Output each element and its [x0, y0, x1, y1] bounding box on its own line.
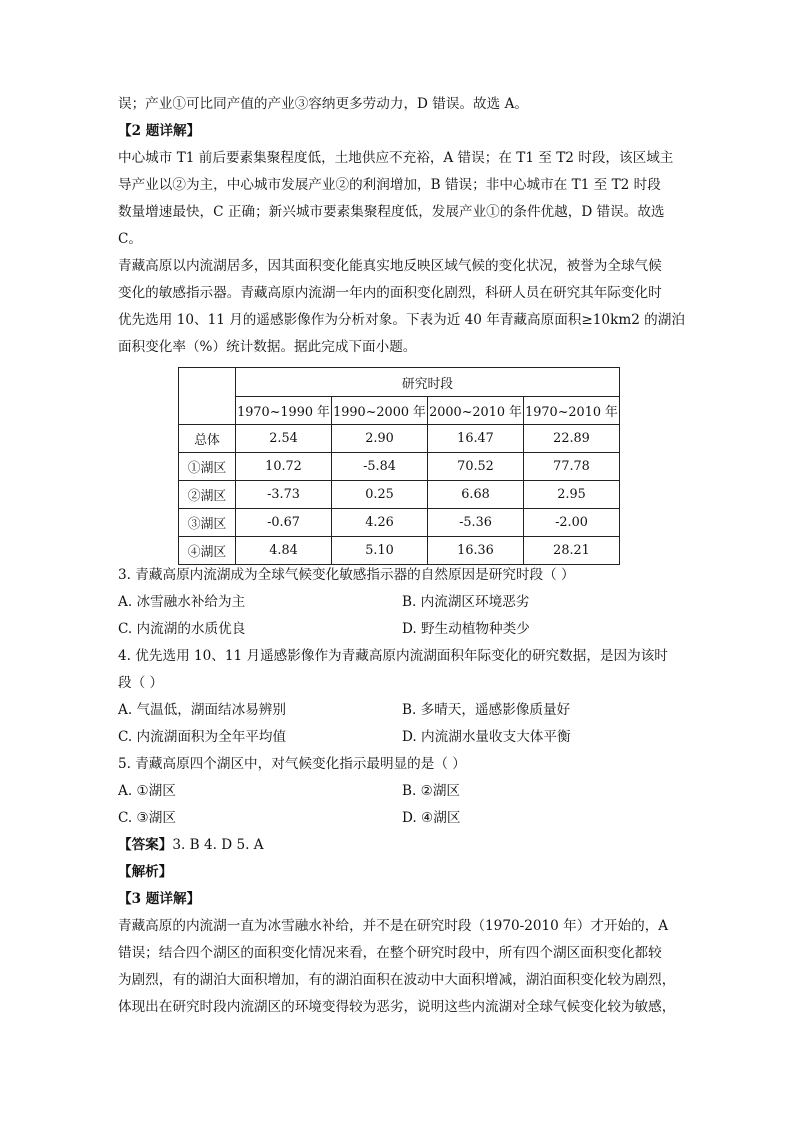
- table-group-header: 研究时段: [236, 368, 620, 397]
- table-cell: 4.84: [236, 537, 332, 565]
- table-cell: 70.52: [428, 453, 524, 481]
- option-b: B. ②湖区: [402, 783, 461, 799]
- table-cell: 5.10: [332, 537, 428, 565]
- row-label: ④湖区: [179, 537, 236, 565]
- table-row: [179, 481, 620, 509]
- option-b: B. 内流湖区环境恶劣: [402, 594, 530, 610]
- table-cell: 16.36: [428, 537, 524, 565]
- option-c: C. 内流湖面积为全年平均值: [118, 729, 287, 745]
- text-line: 错误；结合四个湖区的面积变化情况来看，在整个研究时段中，所有四个湖区面积变化都较: [118, 945, 662, 961]
- option-d: D. 野生动植物种类少: [402, 621, 530, 637]
- table-cell: -5.84: [332, 453, 428, 481]
- table-cell: -2.00: [524, 509, 620, 537]
- answer-line: [118, 835, 264, 855]
- option-d: D. 内流湖水量收支大体平衡: [402, 729, 571, 745]
- table-cell: 2.90: [332, 425, 428, 453]
- table-cell: 28.21: [524, 537, 620, 565]
- table-row: [179, 425, 620, 453]
- section-heading: 【2 题详解】: [118, 123, 201, 139]
- table-cell: -0.67: [236, 509, 332, 537]
- question-4-stem: 4. 优先选用 10、11 月遥感影像作为青藏高原内流湖面积年际变化的研究数据，是因为该时: [118, 648, 668, 664]
- option-a: A. ①湖区: [118, 783, 176, 799]
- row-label: 总体: [179, 425, 236, 453]
- table-cell: 2.95: [524, 481, 620, 509]
- text-line: 为剧烈，有的湖泊大面积增加，有的湖泊面积在波动中大面积增减，湖泊面积变化较为剧烈，: [118, 972, 676, 988]
- question-3-stem: 3. 青藏高原内流湖成为全球气候变化敏感指示器的自然原因是研究时段（ ）: [118, 567, 575, 583]
- table-cell: 0.25: [332, 481, 428, 509]
- row-label: ②湖区: [179, 481, 236, 509]
- table-cell: 77.78: [524, 453, 620, 481]
- text-line: 体现出在研究时段内流湖区的环境变得较为恶劣，说明这些内流湖对全球气候变化较为敏感，: [118, 999, 676, 1015]
- text-line: 优先选用 10、11 月的遥感影像作为分析对象。下表为近 40 年青藏高原面积≥10km2 的湖泊: [118, 312, 685, 328]
- option-c: C. 内流湖的水质优良: [118, 621, 246, 637]
- text-line: 中心城市 T1 前后要素集聚程度低，土地供应不充裕，A 错误；在 T1 至 T2 时段，该区域主: [118, 150, 674, 166]
- answer-text: 3. B 4. D 5. A: [172, 837, 264, 853]
- lake-area-change-table: [178, 367, 620, 565]
- table-cell: 16.47: [428, 425, 524, 453]
- table-cell: 6.68: [428, 481, 524, 509]
- text-line: 青藏高原以内流湖居多，因其面积变化能真实地反映区域气候的变化状况，被誉为全球气候: [118, 258, 662, 274]
- table-corner-cell: [179, 368, 236, 425]
- section-heading: 【3 题详解】: [118, 891, 201, 907]
- table-column-header: 1970~1990 年: [236, 397, 332, 425]
- text-line: 青藏高原的内流湖一直为冰雪融水补给，并不是在研究时段（1970-2010 年）才开始的，A: [118, 918, 669, 934]
- table-cell: 2.54: [236, 425, 332, 453]
- table-cell: -5.36: [428, 509, 524, 537]
- table-row: [179, 509, 620, 537]
- question-4-stem-cont: 段（ ）: [118, 675, 164, 691]
- table-column-header: 1970~2010 年: [524, 397, 620, 425]
- row-label: ③湖区: [179, 509, 236, 537]
- row-label: ①湖区: [179, 453, 236, 481]
- option-d: D. ④湖区: [402, 810, 461, 826]
- option-c: C. ③湖区: [118, 810, 176, 826]
- table-cell: 4.26: [332, 509, 428, 537]
- question-5-stem: 5. 青藏高原四个湖区中，对气候变化指示最明显的是（ ）: [118, 756, 466, 772]
- table-cell: 10.72: [236, 453, 332, 481]
- table-cell: -3.73: [236, 481, 332, 509]
- table-row: [179, 537, 620, 565]
- analysis-label: 【解析】: [118, 864, 173, 880]
- table-column-header: 2000~2010 年: [428, 397, 524, 425]
- text-line: 数量增速最快，C 正确；新兴城市要素集聚程度低，发展产业①的条件优越，D 错误。故选: [118, 204, 665, 220]
- text-line: 导产业以②为主，中心城市发展产业②的利润增加，B 错误；非中心城市在 T1 至 T2 时段: [118, 177, 661, 193]
- option-a: A. 气温低，湖面结冰易辨别: [118, 702, 286, 718]
- text-line: 变化的敏感指示器。青藏高原内流湖一年内的面积变化剧烈，科研人员在研究其年际变化时: [118, 285, 662, 301]
- text-line: C。: [118, 231, 142, 247]
- answer-label: 【答案】: [118, 837, 173, 853]
- text-line: 误；产业①可比同产值的产业③容纳更多劳动力，D 错误。故选 A。: [118, 96, 528, 112]
- text-line: 面积变化率（%）统计数据。据此完成下面小题。: [118, 339, 417, 355]
- table-row: [179, 453, 620, 481]
- option-a: A. 冰雪融水补给为主: [118, 594, 246, 610]
- table-column-header: 1990~2000 年: [332, 397, 428, 425]
- option-b: B. 多晴天，遥感影像质量好: [402, 702, 571, 718]
- table-cell: 22.89: [524, 425, 620, 453]
